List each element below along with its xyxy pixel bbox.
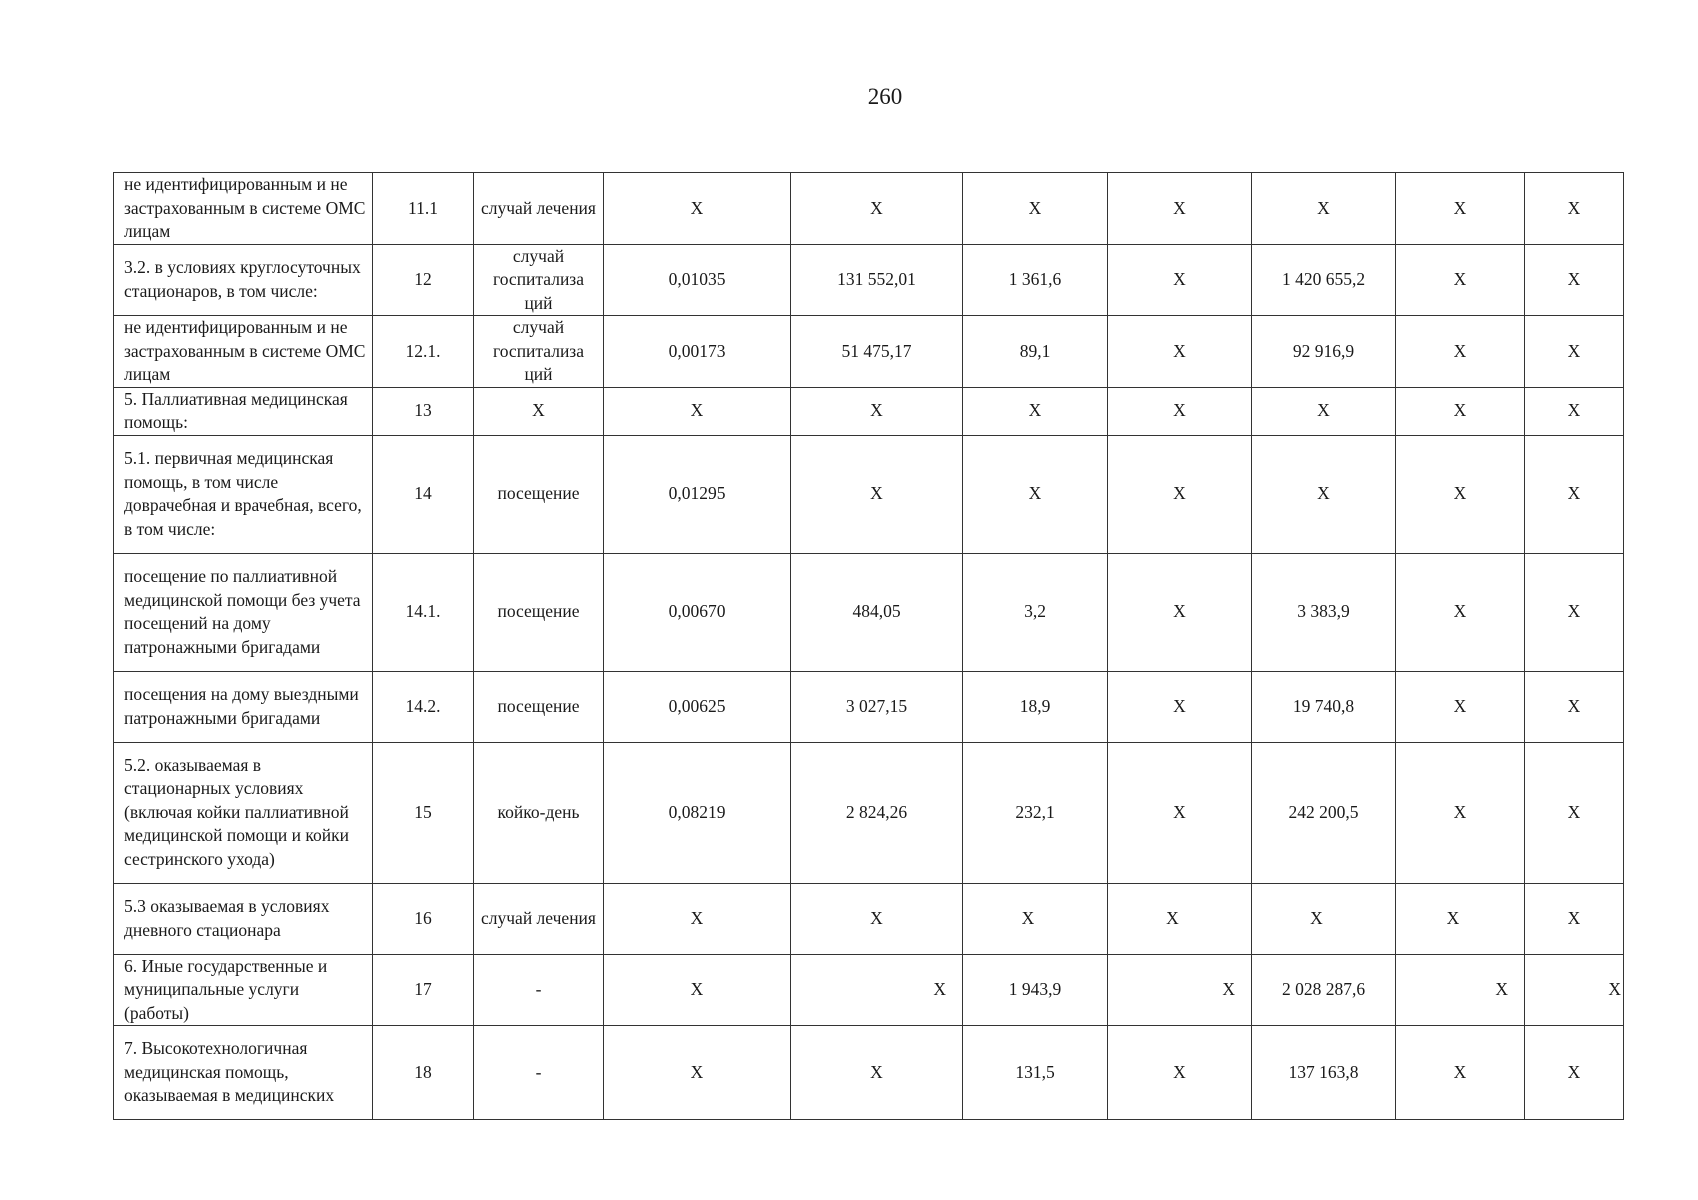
table-row [114,883,1624,954]
cell-col3: 232,1 [963,742,1108,883]
row-number: 13 [373,387,474,435]
table-row [114,316,1624,388]
row-number: 12 [373,244,474,316]
cell-col7: X [1525,387,1624,435]
cell-col5: 19 740,8 [1252,671,1396,742]
cell-col6: X [1396,671,1525,742]
row-number: 14 [373,435,474,553]
table-row [114,244,1624,316]
table-row [114,553,1624,671]
row-name: 5.2. оказываемая в стационарных условиях (включая койки паллиативной медицинской помощи и койки сестринского ухода) [114,742,373,883]
cell-col6: X [1396,387,1525,435]
cell-col2: X [791,883,963,954]
cell-col4: X [1108,883,1252,954]
cell-col6: X [1396,954,1525,1026]
cell-col1: X [604,387,791,435]
cell-col2: X [791,435,963,553]
cell-col3: 1 943,9 [963,954,1108,1026]
cell-col7: X [1525,316,1624,388]
cell-col1: 0,08219 [604,742,791,883]
cell-col5: 137 163,8 [1252,1026,1396,1120]
cell-col4: X [1108,742,1252,883]
cell-col4: X [1108,244,1252,316]
cell-col3: 1 361,6 [963,244,1108,316]
cell-col5: 92 916,9 [1252,316,1396,388]
cell-col3: X [963,387,1108,435]
row-number: 11.1 [373,173,474,245]
cell-col2: 484,05 [791,553,963,671]
cell-col2: 131 552,01 [791,244,963,316]
cell-col7: X [1525,1026,1624,1120]
row-unit: - [474,1026,604,1120]
cell-col3: X [963,883,1108,954]
cell-col2: 3 027,15 [791,671,963,742]
cell-col6: X [1396,742,1525,883]
cell-col3: X [963,173,1108,245]
cell-col2: 2 824,26 [791,742,963,883]
cell-col5: 1 420 655,2 [1252,244,1396,316]
row-name: посещение по паллиативной медицинской помощи без учета посещений на дому патронажными бригадами [114,553,373,671]
cell-col1: X [604,1026,791,1120]
row-name: 5. Паллиативная медицинская помощь: [114,387,373,435]
row-unit: - [474,954,604,1026]
row-unit: посещение [474,435,604,553]
row-unit: койко-день [474,742,604,883]
cell-col7: X [1525,883,1624,954]
cell-col1: X [604,954,791,1026]
cell-col2: X [791,1026,963,1120]
row-name: 5.3 оказываемая в условиях дневного стационара [114,883,373,954]
cell-col6: X [1396,244,1525,316]
cell-col4: X [1108,671,1252,742]
cell-col6: X [1396,435,1525,553]
cell-col5: X [1252,387,1396,435]
cell-col7: X [1525,244,1624,316]
cell-col1: X [604,883,791,954]
row-unit: случай лечения [474,173,604,245]
row-number: 17 [373,954,474,1026]
cell-col3: 131,5 [963,1026,1108,1120]
cell-col4: X [1108,173,1252,245]
cell-col3: 89,1 [963,316,1108,388]
cell-col6: X [1396,173,1525,245]
cell-col2: 51 475,17 [791,316,963,388]
cell-col5: 3 383,9 [1252,553,1396,671]
row-number: 16 [373,883,474,954]
row-name: 7. Высокотехнологичная медицинская помощь, оказываемая в медицинских [114,1026,373,1120]
cell-col7: X [1525,742,1624,883]
cell-col2: X [791,173,963,245]
row-number: 14.1. [373,553,474,671]
cell-col7: X [1525,671,1624,742]
row-name: не идентифицированным и не застрахованным в системе ОМС лицам [114,173,373,245]
cell-col1: 0,00670 [604,553,791,671]
cell-col6: X [1396,883,1525,954]
row-unit: X [474,387,604,435]
cell-col1: 0,00173 [604,316,791,388]
cell-col5: 2 028 287,6 [1252,954,1396,1026]
row-unit: случай госпитализа ций [474,316,604,388]
cell-col5: X [1252,883,1396,954]
row-name: не идентифицированным и не застрахованным в системе ОМС лицам [114,316,373,388]
cell-col5: X [1252,435,1396,553]
cell-col4: X [1108,1026,1252,1120]
table-row [114,954,1624,1026]
cell-col4: X [1108,553,1252,671]
row-name: 5.1. первичная медицинская помощь, в том числе доврачебная и врачебная, всего, в том числе: [114,435,373,553]
table-row [114,671,1624,742]
row-number: 15 [373,742,474,883]
cell-col4: X [1108,316,1252,388]
row-unit: случай лечения [474,883,604,954]
cell-col2: X [791,954,963,1026]
table-row [114,1026,1624,1120]
cell-col7: X [1525,435,1624,553]
cell-col1: 0,00625 [604,671,791,742]
cell-col3: X [963,435,1108,553]
cell-col5: X [1252,173,1396,245]
cell-col4: X [1108,387,1252,435]
cell-col1: 0,01035 [604,244,791,316]
row-unit: посещение [474,671,604,742]
cell-col7: X [1525,553,1624,671]
cell-col3: 18,9 [963,671,1108,742]
cell-col3: 3,2 [963,553,1108,671]
row-unit: посещение [474,553,604,671]
row-number: 12.1. [373,316,474,388]
table-row [114,742,1624,883]
cell-col5: 242 200,5 [1252,742,1396,883]
row-number: 14.2. [373,671,474,742]
row-name: 3.2. в условиях круглосуточных стационаров, в том числе: [114,244,373,316]
cell-col6: X [1396,1026,1525,1120]
page-number: 260 [867,84,903,109]
cell-col7: X [1525,173,1624,245]
data-table [113,172,1624,1120]
cell-col6: X [1396,553,1525,671]
cell-col6: X [1396,316,1525,388]
cell-col4: X [1108,435,1252,553]
cell-col7: X [1525,954,1624,1026]
table-row [114,173,1624,245]
row-name: посещения на дому выездными патронажными бригадами [114,671,373,742]
cell-col1: 0,01295 [604,435,791,553]
table-row [114,435,1624,553]
cell-col4: X [1108,954,1252,1026]
row-unit: случай госпитализа ций [474,244,604,316]
table-row [114,387,1624,435]
row-name: 6. Иные государственные и муниципальные услуги (работы) [114,954,373,1026]
cell-col1: X [604,173,791,245]
row-number: 18 [373,1026,474,1120]
cell-col2: X [791,387,963,435]
